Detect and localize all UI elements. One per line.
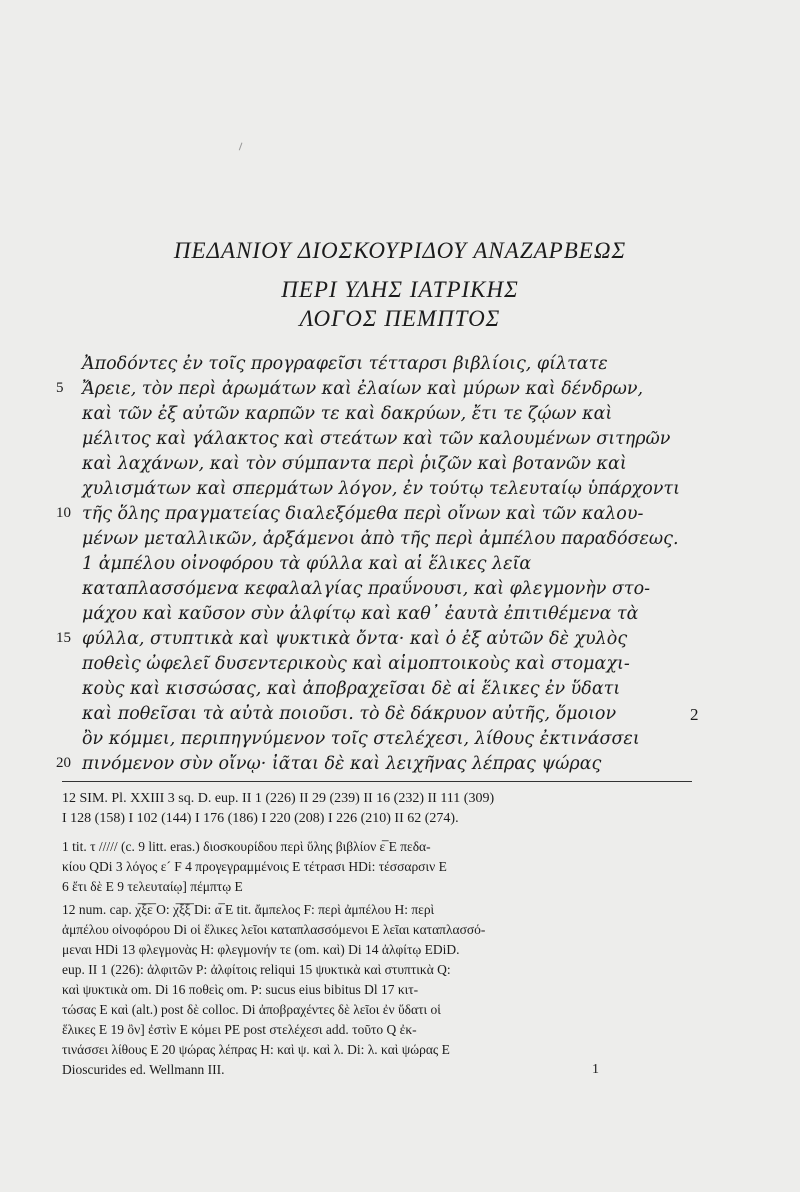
- body-line: καταπλασσόμενα κεφαλαλγίας πραΰνουσι, καὶ φλεγμονὴν στο-: [82, 579, 651, 599]
- paper-speck: [239, 143, 245, 152]
- footer-signature: 1: [592, 1062, 599, 1077]
- reference-line: I 128 (158) I 102 (144) I 176 (186) I 220 (208) I 226 (210) II 62 (274).: [62, 811, 459, 826]
- apparatus-line: 1 tit. τ ///// (c. 9 litt. eras.) διοσκουρίδου περὶ ὕλης βιβλίον ε̅ E πεδα-: [62, 839, 431, 854]
- apparatus-line: eup. II 1 (226): ἀλφιτῶν P: ἀλφίτοις reliqui 15 ψυκτικὰ καὶ στυπτικὰ Q:: [62, 962, 451, 977]
- body-line: ποθεὶς ὠφελεῖ δυσεντερικοὺς καὶ αἱμοπτοικοὺς καὶ στομαχι-: [82, 654, 630, 674]
- body-line: καὶ λαχάνων, καὶ τὸν σύμπαντα περὶ ῥιζῶν καὶ βοτανῶν καὶ: [82, 454, 627, 474]
- heading-book: ΛΟΓΟΣ ΠΕΜΠΤΟΣ: [299, 306, 501, 331]
- apparatus-line: ἕλικες E 19 ὂν] ἐστὶν E κόμει PE post στελέχεσι add. τοῦτο Q ἐκ-: [62, 1022, 417, 1037]
- body-line: ὂν κόμμει, περιπηγνύμενον τοῖς στελέχεσι, λίθους ἐκτινάσσει: [82, 729, 640, 749]
- heading-author: ΠΕΔΑΝΙΟΥ ΔΙΟΣΚΟΥΡΙΔΟΥ ΑΝΑΖΑΡΒΕΩΣ: [173, 238, 627, 263]
- body-line: Ἄρειε, τὸν περὶ ἀρωμάτων καὶ ἐλαίων καὶ μύρων καὶ δένδρων,: [82, 379, 644, 399]
- line-number: 5: [56, 380, 64, 396]
- apparatus-divider: [62, 781, 692, 782]
- apparatus-line: κίου QDi 3 λόγος ε´ F 4 προγεγραμμένοις E τέτρασι HDi: τέσσαρσιν E: [62, 859, 447, 874]
- apparatus-line: 6 ἔτι δὲ E 9 τελευταίῳ] πέμπτῳ E: [62, 879, 243, 894]
- body-line: τῆς ὅλης πραγματείας διαλεξόμεθα περὶ οἴνων καὶ τῶν καλου-: [82, 504, 644, 524]
- body-line: κοὺς καὶ κισσώσας, καὶ ἀποβραχεῖσαι δὲ αἱ ἕλικες ἐν ὕδατι: [82, 679, 621, 699]
- line-number: 20: [56, 755, 71, 771]
- line-number: 10: [56, 505, 71, 521]
- chapter-margin-number: 2: [690, 705, 699, 724]
- body-line: 1 ἀμπέλου οἰνοφόρου τὰ φύλλα καὶ αἱ ἕλικες λεῖα: [82, 554, 532, 574]
- line-number: 15: [56, 630, 71, 646]
- reference-line: 12 SIM. Pl. XXIII 3 sq. D. eup. II 1 (226) II 29 (239) II 16 (232) II 111 (309): [62, 791, 495, 806]
- apparatus-line: μεναι HDi 13 φλεγμονὰς H: φλεγμονήν τε (om. καὶ) Di 14 ἀλφίτῳ EDiD.: [62, 942, 460, 957]
- apparatus-line: τινάσσει λίθους E 20 ψώρας λέπρας H: καὶ ψ. καὶ λ. Di: λ. καὶ ψώρας E: [62, 1042, 450, 1057]
- body-line: φύλλα, στυπτικὰ καὶ ψυκτικὰ ὄντα· καὶ ὁ ἐξ αὐτῶν δὲ χυλὸς: [82, 629, 628, 649]
- body-line: πινόμενον σὺν οἴνῳ· ἰᾶται δὲ καὶ λειχῆνας λέπρας ψώρας: [82, 754, 602, 774]
- heading-work: ΠΕΡΙ ΥΛΗΣ ΙΑΤΡΙΚΗΣ: [281, 277, 519, 302]
- body-line: μένων μεταλλικῶν, ἀρξάμενοι ἀπὸ τῆς περὶ ἀμπέλου παραδόσεως.: [82, 529, 679, 549]
- apparatus-line: καὶ ψυκτικὰ om. Di 16 ποθεὶς om. P: sucus eius bibitus Dl 17 κιτ-: [62, 982, 419, 997]
- apparatus-line: τώσας E καὶ (alt.) post δὲ colloc. Di ἀποβραχέντες δὲ λεῖοι ἐν ὕδατι οἱ: [62, 1002, 441, 1017]
- body-line: καὶ τῶν ἐξ αὐτῶν καρπῶν τε καὶ δακρύων, ἔτι τε ζῴων καὶ: [82, 404, 613, 424]
- footer-edition: Dioscurides ed. Wellmann III.: [62, 1062, 225, 1077]
- body-line: μάχου καὶ καῦσον σὺν ἀλφίτῳ καὶ καθ᾽ ἑαυτὰ ἐπιτιθέμενα τὰ: [82, 604, 639, 624]
- apparatus-line: ἀμπέλου οἰνοφόρου Di οἱ ἕλικες λεῖοι καταπλασσόμενοι E λεῖαι καταπλασσό-: [62, 922, 486, 937]
- body-line: μέλιτος καὶ γάλακτος καὶ στεάτων καὶ τῶν καλουμένων σιτηρῶν: [82, 429, 671, 449]
- body-line: Ἀποδόντες ἐν τοῖς προγραφεῖσι τέτταρσι βιβλίοις, φίλτατε: [82, 354, 608, 374]
- body-line: χυλισμάτων καὶ σπερμάτων λόγον, ἐν τούτῳ τελευταίῳ ὑπάρχοντι: [82, 479, 680, 499]
- apparatus-line: 12 num. cap. χ̅ξ̅ε̅ O: χ̅ξ̅ξ̅ Di: α̅ E tit. ἄμπελος F: περὶ ἀμπέλου H: περὶ: [62, 902, 435, 917]
- body-line: καὶ ποθεῖσαι τὰ αὐτὰ ποιοῦσι. τὸ δὲ δάκρυον αὐτῆς, ὅμοιον: [82, 704, 617, 724]
